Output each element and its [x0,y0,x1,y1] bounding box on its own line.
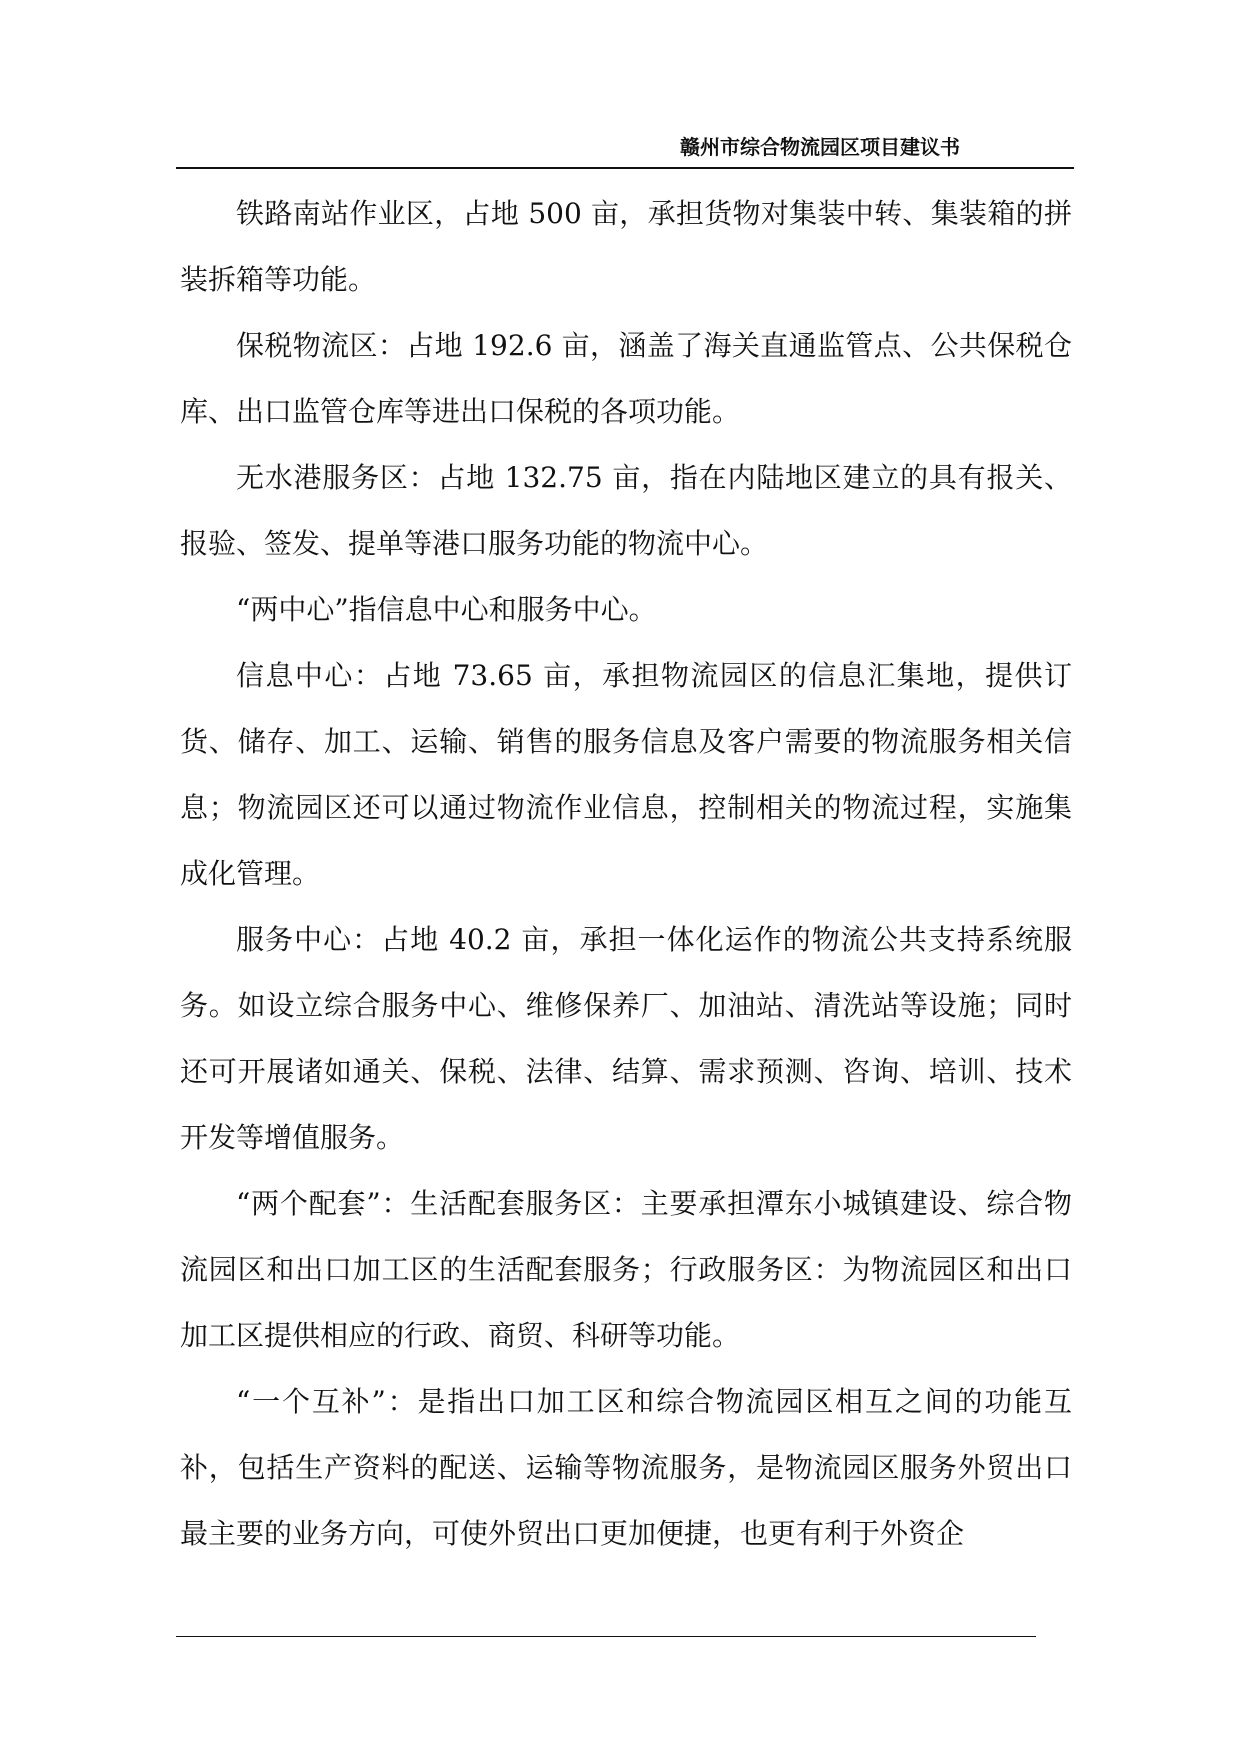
paragraph: “一个互补”：是指出口加工区和综合物流园区相互之间的功能互补，包括生产资料的配送、运输等物流服务，是物流园区服务外贸出口最主要的业务方向，可使外贸出口更加便捷，也更有利于外资企 [180,1385,1072,1550]
paragraph: 信息中心：占地 73.65 亩，承担物流园区的信息汇集地，提供订货、储存、加工、运输、销售的服务信息及客户需要的物流服务相关信息；物流园区还可以通过物流作业信息，控制相关的物流过程，实施集成化管理。 [180,659,1072,890]
paragraph: “两中心”指信息中心和服务中心。 [236,593,657,626]
header-rule [176,167,1074,169]
paragraph: 服务中心：占地 40.2 亩，承担一体化运作的物流公共支持系统服务。如设立综合服务中心、维修保养厂、加油站、清洗站等设施；同时还可开展诸如通关、保税、法律、结算、需求预测、咨询、培训、技术开发等增值服务。 [180,923,1072,1154]
paragraph: 无水港服务区：占地 132.75 亩，指在内陆地区建立的具有报关、报验、签发、提单等港口服务功能的物流中心。 [180,461,1072,560]
paragraph: 铁路南站作业区，占地 500 亩，承担货物对集装中转、集装箱的拼装拆箱等功能。 [180,197,1072,296]
running-header: 赣州市综合物流园区项目建议书 [680,135,960,159]
paragraph: 保税物流区：占地 192.6 亩，涵盖了海关直通监管点、公共保税仓库、出口监管仓库等进出口保税的各项功能。 [180,329,1072,428]
body-text [180,181,1072,1567]
footer-rule [176,1636,1036,1637]
paragraph: “两个配套”：生活配套服务区：主要承担潭东小城镇建设、综合物流园区和出口加工区的生活配套服务；行政服务区：为物流园区和出口加工区提供相应的行政、商贸、科研等功能。 [180,1187,1072,1352]
